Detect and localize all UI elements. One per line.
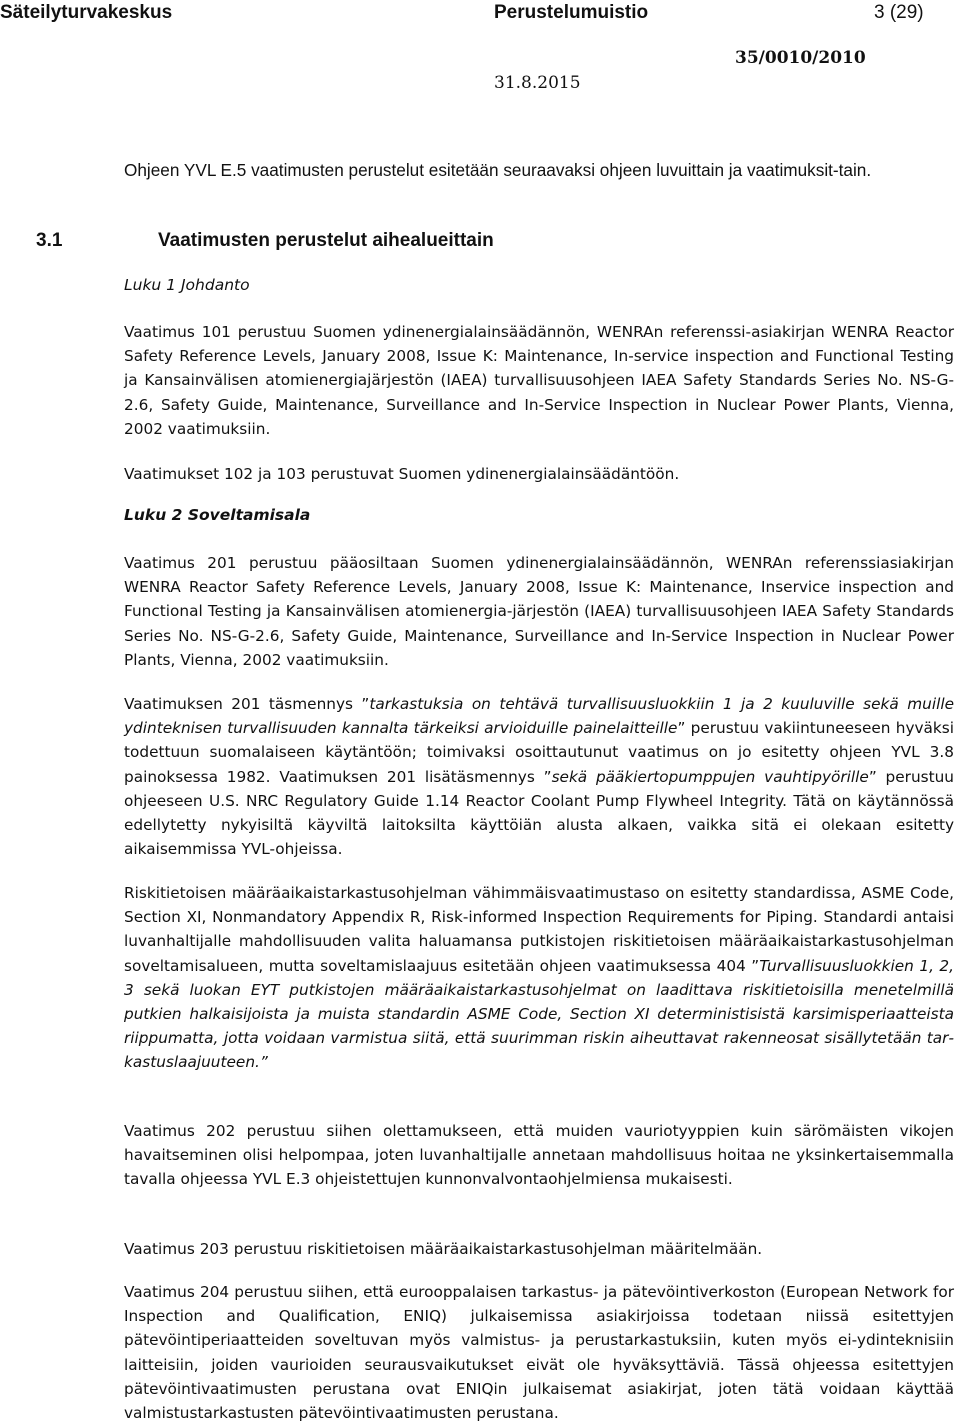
- paragraph-204: [124, 1280, 954, 1425]
- paragraph-101: [124, 320, 954, 441]
- italic-quote: sekä pääkiertopumppujen vauhtipyörille: [551, 767, 869, 786]
- chapter-2-heading: Luku 2 Soveltamisala: [124, 506, 311, 524]
- text-run: Riskitietoisen määräaikaistarkastusohjelman vähimmäisvaatimustaso on esitetty standardissa, ASME Code, Section XI, Nonmandatory Appendix R, Risk-informed Inspection Requirements for Piping. Standardi antaisi luvanhaltijalle mahdollisuuden valita haluamansa putkistojen riskitietoisen määräaikaistarkastusohjelman soveltamisalueen, mutta soveltamislaajuus esitetään ohjeen vaatimuksessa 404 ”: [124, 884, 954, 975]
- paragraph-102: [124, 462, 954, 486]
- paragraph-201: [124, 551, 954, 672]
- paragraph-201-text: Vaatimus 201 perustuu pääosiltaan Suomen ydinenergialainsäädännön, WENRAn referenssiasiakirjan WENRA Reactor Safety Reference Levels, January 2008, Issue K: Maintenance, Inservice inspection and Functional Testing ja Kansainvälisen atomienergia-järjestön (IAEA) turvallisuusohjeen IAEA Safety Standards Series No. NS-G-2.6, Safety Guide, Maintenance, Surveillance and In-Service Inspection in Nuclear Power Plants, Vienna, 2002 vaatimuksiin.: [124, 554, 954, 669]
- organization-name: Säteilyturvakeskus: [0, 2, 173, 23]
- paragraph-201-refinement-text: [124, 692, 954, 861]
- paragraph-203: [124, 1237, 954, 1261]
- reference-number: 35/0010/2010: [735, 48, 866, 68]
- page-number: 3 (29): [874, 2, 924, 23]
- italic-quote: Turvallisuusluokkien 1, 2, 3 sekä luokan EYT putkistojen määräaikaistarkastusohjelmat on laadittava riskitietoisilla menetelmillä putkien halkaisijoista ja muista standardin ASME Code, Section XI deterministisistä karsimisperiaatteista riippumatta, jotta voidaan varmistua siitä, että suurimman riskin aiheuttavat rakenneosat sisällytetään tarkastuslaajuuteen.”: [124, 956, 954, 1072]
- paragraph-risk-informed: [124, 881, 954, 1075]
- paragraph-risk-informed-text: [124, 881, 954, 1075]
- paragraph-201-refinement: [124, 692, 954, 861]
- paragraph-202: [124, 1119, 954, 1192]
- italic-quote: tarkastuksia on tehtävä turvallisuusluokkiin 1 ja 2 kuuluville sekä muille ydinteknisen turvallisuuden kannalta tärkeiksi arvioiduille painelaitteille: [124, 695, 954, 738]
- section-title: Vaatimusten perustelut aihealueittain: [158, 230, 494, 251]
- paragraph-102-text: Vaatimukset 102 ja 103 perustuvat Suomen ydinenergialainsäädäntöön.: [124, 465, 680, 483]
- text-run: Vaatimuksen 201 täsmennys ”: [124, 695, 370, 713]
- paragraph-202-text: Vaatimus 202 perustuu siihen olettamukseen, että muiden vauriotyyppien kuin särömäisten vikojen havaitseminen olisi helpompaa, joten luvanhaltijalle annetaan mahdollisuus hoitaa ne yksinkertaisemmalla tavalla ohjeessa YVL E.3 ohjeistettujen kunnonvalvontaohjelmiensa mukaisesti.: [124, 1122, 954, 1189]
- text-run: ” perustuu ohjeeseen U.S. NRC Regulatory Guide 1.14 Reactor Coolant Pump Flywheel Integrity. Tätä on käytännössä edellytetty nykyisiltä käyviltä laitoksilta käyttöiän alusta alkaen, vaikka sitä ei olekaan esitetty aikaisemmissa YVL-ohjeissa.: [124, 767, 954, 859]
- chapter-1-heading: Luku 1 Johdanto: [124, 276, 250, 294]
- text-run: ” perustuu vakiintuneeseen hyväksi todettuun suomalaiseen käytäntöön; toimivaksi osoittautunut vaatimus on jo esitetty ohjeen YVL 3.8 painoksessa 1982. Vaatimuksen 201 lisätäsmennys ”: [124, 719, 954, 786]
- document-type: Perustelumuistio: [494, 2, 649, 23]
- paragraph-204-text: Vaatimus 204 perustuu siihen, että eurooppalaisen tarkastus- ja pätevöintiverkoston (European Network for Inspection and Qualification, ENIQ) julkaisemissa asiakirjoissa todetaan niissä esitettyjen pätevöintiperiaatteiden soveltuvan myös valmistus- ja perustarkastuksiin, kuten myös ei-ydinteknisiin laitteisiin, joiden vaurioiden seurausvaikutukset eivät ole hyväksyttäviä. Tässä ohjeessa esitettyjen pätevöintivaatimusten perustana ovat ENIQin julkaisemat asiakirjat, joten tätä voidaan käyttää valmistustarkastusten pätevöintivaatimusten perustana.: [124, 1283, 954, 1423]
- paragraph-101-text: Vaatimus 101 perustuu Suomen ydinenergialainsäädännön, WENRAn referenssi-asiakirjan WENRA Reactor Safety Reference Levels, January 2008, Issue K: Maintenance, In-service inspection and Functional Testing ja Kansainvälisen atomienergiajärjestön (IAEA) turvallisuusohjeen IAEA Safety Standards Series No. NS-G-2.6, Safety Guide, Maintenance, Surveillance and In-Service Inspection in Nuclear Power Plants, Vienna, 2002 vaatimuksiin.: [124, 323, 954, 438]
- paragraph-203-text: Vaatimus 203 perustuu riskitietoisen määräaikaistarkastusohjelman määritelmään.: [124, 1240, 763, 1258]
- section-number: 3.1: [36, 230, 63, 251]
- document-date: 31.8.2015: [494, 73, 581, 93]
- intro-text: Ohjeen YVL E.5 vaatimusten perustelut esitetään seuraavaksi ohjeen luvuittain ja vaatimuksit-tain.: [124, 160, 872, 180]
